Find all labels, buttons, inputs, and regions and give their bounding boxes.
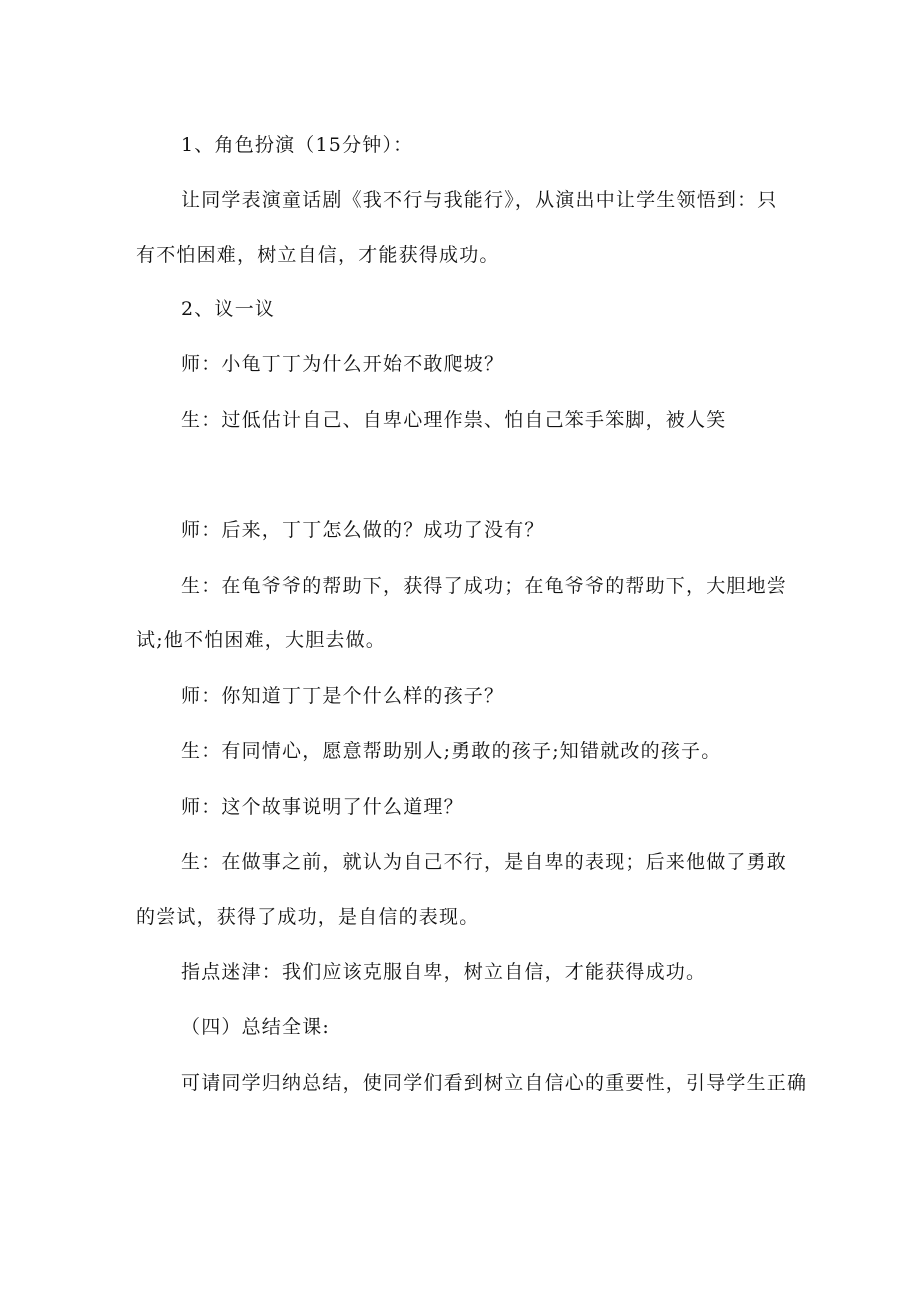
section-heading-role-play: 1、角色扮演（15分钟）： [181,134,414,156]
dialogue-line: 师：这个故事说明了什么道理？ [181,796,464,818]
dialogue-line: 生：在做事之前，就认为自己不行，是自卑的表现；后来他做了勇敢 [181,851,788,873]
dialogue-line: 师：小龟丁丁为什么开始不敢爬坡？ [181,353,505,375]
section-heading-discussion: 2、议一议 [181,298,276,320]
dialogue-line-continued: 试;他不怕困难，大胆去做。 [136,629,387,651]
guidance-line: 指点迷津：我们应该克服自卑，树立自信，才能获得成功。 [181,961,707,983]
section-heading-summary: （四）总结全课: [181,1016,331,1038]
paragraph-line: 让同学表演童话剧《我不行与我能行》，从演出中让学生领悟到：只 [181,189,778,211]
dialogue-line: 师：后来，丁丁怎么做的？成功了没有？ [181,519,545,541]
dialogue-line: 生：有同情心，愿意帮助别人;勇敢的孩子;知错就改的孩子。 [181,740,722,762]
dialogue-line: 生：在龟爷爷的帮助下，获得了成功；在龟爷爷的帮助下，大胆地尝 [181,575,788,597]
dialogue-line: 师：你知道丁丁是个什么样的孩子？ [181,685,505,707]
dialogue-line: 生：过低估计自己、自卑心理作祟、怕自己笨手笨脚，被人笑 [181,409,727,431]
dialogue-line-continued: 的尝试，获得了成功，是自信的表现。 [136,906,480,928]
paragraph-line: 有不怕困难，树立自信，才能获得成功。 [136,244,500,266]
paragraph-line: 可请同学归纳总结，使同学们看到树立自信心的重要性，引导学生正确 [181,1072,808,1094]
